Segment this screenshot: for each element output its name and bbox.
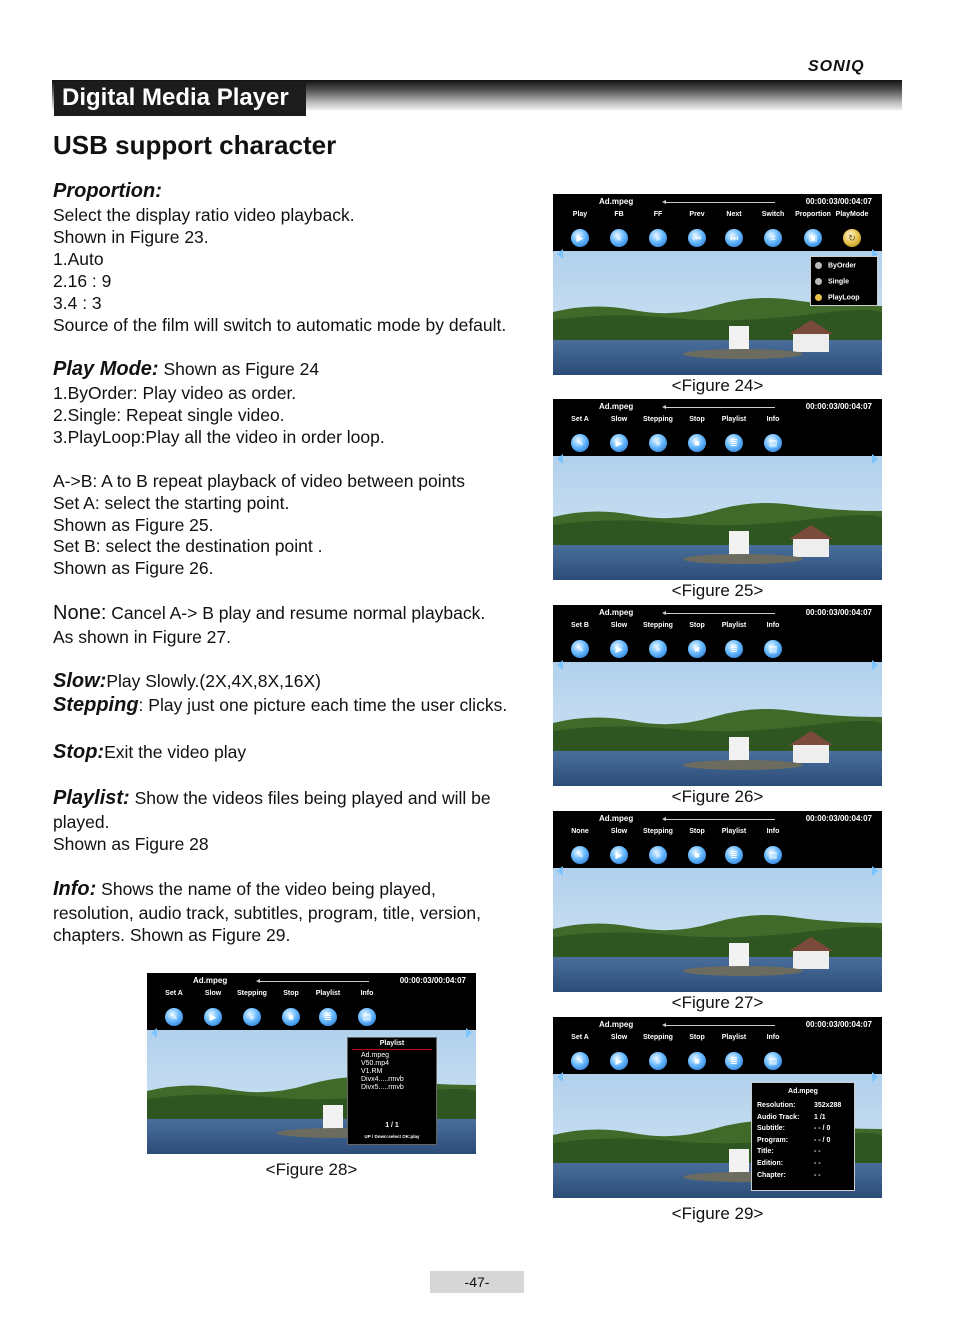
- osd-button-info[interactable]: [349, 990, 385, 1026]
- brand-logo: SONIQ: [808, 58, 865, 75]
- osd-button-label: Slow: [610, 828, 628, 835]
- osd-button-label: Info: [766, 1034, 780, 1041]
- proportion-line-2: Shown in Figure 23.: [53, 227, 209, 247]
- stepping-icon: »: [649, 640, 667, 658]
- slow-heading: Slow:Play Slowly.(2X,4X,8X,16X): [53, 670, 321, 692]
- osd-button-playlist[interactable]: [716, 828, 752, 864]
- figure-27-caption: <Figure 27>: [671, 993, 764, 1012]
- proportion-line-3: 1.Auto: [53, 249, 104, 269]
- playlist-item[interactable]: Ad.mpeg: [361, 1052, 390, 1059]
- osd-button-label: Slow: [204, 990, 222, 997]
- info-icon: ▤: [764, 434, 782, 452]
- playlist-icon: ≣: [725, 434, 743, 452]
- left-arrow-icon[interactable]: [557, 249, 563, 259]
- osd-button-playlist[interactable]: [716, 416, 752, 452]
- info-row: Program: - - / 0: [757, 1136, 831, 1144]
- info-row: Chapter: - -: [757, 1171, 821, 1179]
- playmode-line-3: 3.PlayLoop:Play all the video in order loop.: [53, 427, 385, 447]
- info-icon: ▤: [764, 640, 782, 658]
- info-line-3: chapters. Shown as Figure 29.: [53, 925, 291, 945]
- osd-button-label: Playlist: [315, 990, 341, 997]
- osd-button-label: Stepping: [643, 828, 673, 835]
- osd-button-label: Stop: [283, 990, 299, 997]
- right-arrow-icon[interactable]: [466, 1028, 472, 1038]
- osd-button-label: Info: [360, 990, 374, 997]
- osd-button-ff[interactable]: [640, 211, 676, 247]
- info-heading: Info: Shows the name of the video being played,: [53, 878, 436, 900]
- osd-filename: Ad.mpeg: [599, 402, 634, 411]
- info-panel: [751, 1082, 855, 1191]
- left-arrow-icon[interactable]: [557, 1072, 563, 1082]
- playmode-icon: ↻: [843, 229, 861, 247]
- osd-time: 00:00:03/00:04:07: [805, 197, 872, 206]
- stepping-icon: »: [649, 1052, 667, 1070]
- osd-button-slow[interactable]: [195, 990, 231, 1026]
- osd-button-playlist[interactable]: [716, 622, 752, 658]
- osd-button-label: Set A: [165, 990, 183, 997]
- info-icon: ▤: [764, 846, 782, 864]
- playmode-line-1: 1.ByOrder: Play video as order.: [53, 383, 297, 403]
- osd-button-label: Set A: [571, 416, 589, 423]
- osd-button-label: Stepping: [643, 1034, 673, 1041]
- info-title: Ad.mpeg: [788, 1088, 818, 1095]
- stop-icon: ■: [688, 846, 706, 864]
- proportion-line-6: Source of the film will switch to automatic mode by default.: [53, 315, 507, 335]
- switch-icon: ≡: [764, 229, 782, 247]
- osd-progress-line: [665, 1025, 775, 1026]
- playlist-icon: ≣: [725, 846, 743, 864]
- playmode-line-2: 2.Single: Repeat single video.: [53, 405, 285, 425]
- playlist-item[interactable]: Divx4.....rmvb: [361, 1076, 404, 1083]
- proportion-line-5: 3.4 : 3: [53, 293, 102, 313]
- osd-button-label: Prev: [689, 211, 705, 218]
- osd-button-label: Proportion: [795, 211, 831, 218]
- osd-button-label: Slow: [610, 1034, 628, 1041]
- osd-button-info[interactable]: [755, 1034, 791, 1070]
- radio-icon: [815, 294, 822, 301]
- set-b-icon: ✎: [571, 640, 589, 658]
- osd-time: 00:00:03/00:04:07: [805, 608, 872, 617]
- playlist-title: Playlist: [379, 1040, 405, 1047]
- osd-filename: Ad.mpeg: [599, 197, 634, 206]
- osd-button-fb[interactable]: [601, 211, 637, 247]
- osd-button-label: Play: [572, 211, 588, 218]
- none-icon: ✎: [571, 846, 589, 864]
- section-title: Digital Media Player: [54, 82, 306, 116]
- osd-progress-line: [665, 819, 775, 820]
- slow-icon: ▶: [610, 640, 628, 658]
- figure-29-screenshot: [553, 1017, 882, 1198]
- proportion-line-1: Select the display ratio video playback.: [53, 205, 355, 225]
- info-row: Edition: - -: [757, 1159, 821, 1167]
- osd-button-none[interactable]: [562, 828, 598, 864]
- info-row: Subtitle: - - / 0: [757, 1125, 831, 1133]
- osd-button-stepping[interactable]: [234, 990, 270, 1026]
- figure-29-caption: <Figure 29>: [671, 1204, 764, 1223]
- osd-button-info[interactable]: [755, 828, 791, 864]
- osd-button-label: Playlist: [721, 622, 747, 629]
- osd-button-slow[interactable]: [601, 828, 637, 864]
- osd-button-label: Set B: [571, 622, 589, 629]
- figure-25-caption: <Figure 25>: [671, 581, 764, 600]
- set-a-icon: ✎: [571, 1052, 589, 1070]
- osd-button-stop[interactable]: [273, 990, 309, 1026]
- left-arrow-icon[interactable]: [151, 1028, 157, 1038]
- playmode-option[interactable]: Single: [815, 278, 849, 285]
- left-arrow-icon[interactable]: [557, 866, 563, 876]
- playlist-icon: ≣: [319, 1008, 337, 1026]
- osd-button-slow[interactable]: [601, 416, 637, 452]
- next-icon: ⏭: [725, 229, 743, 247]
- playlist-hint: UP / Down:select OK:play: [364, 1134, 420, 1139]
- none-line-2: As shown in Figure 27.: [53, 627, 232, 647]
- osd-time: 00:00:03/00:04:07: [805, 402, 872, 411]
- page-title: USB support character: [53, 130, 337, 160]
- osd-button-slow[interactable]: [601, 622, 637, 658]
- osd-button-playmode[interactable]: [834, 211, 870, 247]
- info-icon: ▤: [358, 1008, 376, 1026]
- playlist-icon: ≣: [725, 640, 743, 658]
- page-number: -47-: [430, 1271, 524, 1293]
- proportion-line-4: 2.16 : 9: [53, 271, 112, 291]
- osd-button-label: Stop: [689, 622, 705, 629]
- osd-button-label: Stepping: [237, 990, 267, 997]
- ab-line-4: Set B: select the destination point .: [53, 536, 323, 556]
- left-arrow-icon[interactable]: [557, 454, 563, 464]
- osd-button-label: Stop: [689, 416, 705, 423]
- osd-progress-line: [665, 613, 775, 614]
- osd-button-label: Info: [766, 828, 780, 835]
- playlist-divider: [352, 1049, 432, 1050]
- playlist-line-2: played.: [53, 812, 110, 832]
- stop-icon: ■: [282, 1008, 300, 1026]
- osd-filename: Ad.mpeg: [599, 1020, 634, 1029]
- figure-24-caption: <Figure 24>: [671, 376, 764, 395]
- ab-line-5: Shown as Figure 26.: [53, 558, 214, 578]
- figure-26-screenshot: [553, 605, 882, 786]
- set-a-icon: ✎: [165, 1008, 183, 1026]
- osd-button-label: Info: [766, 622, 780, 629]
- figure-28-screenshot: [147, 973, 476, 1154]
- ff-icon: »: [649, 229, 667, 247]
- fb-icon: «: [610, 229, 628, 247]
- info-row: Title: - -: [757, 1148, 821, 1156]
- playlist-panel: [347, 1037, 437, 1145]
- osd-button-label: Switch: [761, 211, 785, 218]
- stepping-icon: »: [649, 846, 667, 864]
- figure-26-caption: <Figure 26>: [671, 787, 764, 806]
- slow-icon: ▶: [610, 1052, 628, 1070]
- osd-button-play[interactable]: [562, 211, 598, 247]
- ab-line-2: Set A: select the starting point.: [53, 493, 290, 513]
- osd-button-label: Next: [726, 211, 742, 218]
- right-arrow-icon[interactable]: [872, 866, 878, 876]
- set-a-icon: ✎: [571, 434, 589, 452]
- radio-icon: [815, 262, 822, 269]
- osd-button-set-a[interactable]: [562, 416, 598, 452]
- osd-button-playlist[interactable]: [310, 990, 346, 1026]
- osd-button-playlist[interactable]: [716, 1034, 752, 1070]
- info-row: Audio Track: 1 /1: [757, 1113, 826, 1121]
- osd-button-stop[interactable]: [679, 828, 715, 864]
- osd-button-prev[interactable]: [679, 211, 715, 247]
- stepping-heading: Stepping: Play just one picture each time the user clicks.: [53, 694, 508, 716]
- playmode-option[interactable]: ByOrder: [815, 262, 856, 269]
- playlist-icon: ≣: [725, 1052, 743, 1070]
- osd-button-label: Slow: [610, 622, 628, 629]
- stop-icon: ■: [688, 640, 706, 658]
- osd-button-label: Playlist: [721, 1034, 747, 1041]
- ab-line-1: A->B: A to B repeat playback of video between points: [53, 471, 466, 491]
- playlist-line-3: Shown as Figure 28: [53, 834, 209, 854]
- osd-button-stop[interactable]: [679, 416, 715, 452]
- info-line-2: resolution, audio track, subtitles, program, title, version,: [53, 903, 481, 923]
- osd-button-set-a[interactable]: [156, 990, 192, 1026]
- slow-icon: ▶: [204, 1008, 222, 1026]
- playlist-item[interactable]: Divx5.....rmvb: [361, 1084, 404, 1091]
- osd-button-label: PlayMode: [835, 211, 869, 218]
- playlist-item[interactable]: V1.RM: [361, 1068, 383, 1075]
- osd-button-stepping[interactable]: [640, 622, 676, 658]
- osd-button-slow[interactable]: [601, 1034, 637, 1070]
- right-arrow-icon[interactable]: [872, 1072, 878, 1082]
- osd-button-switch[interactable]: [755, 211, 791, 247]
- right-arrow-icon[interactable]: [872, 454, 878, 464]
- none-heading: None: Cancel A-> B play and resume normal playback.: [53, 602, 486, 624]
- stop-icon: ■: [688, 434, 706, 452]
- osd-progress-line: [259, 981, 369, 982]
- osd-filename: Ad.mpeg: [193, 976, 228, 985]
- osd-button-label: Info: [766, 416, 780, 423]
- right-arrow-icon[interactable]: [872, 660, 878, 670]
- osd-button-label: FB: [614, 211, 624, 218]
- osd-button-label: FF: [653, 211, 663, 218]
- info-icon: ▤: [764, 1052, 782, 1070]
- osd-button-info[interactable]: [755, 622, 791, 658]
- figure-25-screenshot: [553, 399, 882, 580]
- stop-icon: ■: [688, 1052, 706, 1070]
- left-arrow-icon[interactable]: [557, 660, 563, 670]
- osd-button-set-a[interactable]: [562, 1034, 598, 1070]
- osd-button-proportion[interactable]: [795, 211, 831, 247]
- playlist-heading: Playlist: Show the videos files being played and will be: [53, 787, 491, 809]
- osd-time: 00:00:03/00:04:07: [399, 976, 466, 985]
- figure-28-caption: <Figure 28>: [265, 1160, 358, 1179]
- osd-button-stop[interactable]: [679, 622, 715, 658]
- osd-button-label: Set A: [571, 1034, 589, 1041]
- stepping-icon: »: [649, 434, 667, 452]
- stepping-icon: »: [243, 1008, 261, 1026]
- prev-icon: ⏮: [688, 229, 706, 247]
- ab-line-3: Shown as Figure 25.: [53, 515, 214, 535]
- osd-button-label: Stepping: [643, 416, 673, 423]
- playmode-option[interactable]: PlayLoop: [815, 294, 860, 301]
- playlist-item[interactable]: V50.mp4: [361, 1060, 390, 1067]
- proportion-icon: ▣: [804, 229, 822, 247]
- info-row: Resolution: 352x288: [757, 1102, 842, 1109]
- osd-button-label: Slow: [610, 416, 628, 423]
- osd-button-label: Stop: [689, 828, 705, 835]
- osd-button-next[interactable]: [716, 211, 752, 247]
- osd-button-stepping[interactable]: [640, 416, 676, 452]
- osd-button-label: Playlist: [721, 416, 747, 423]
- osd-button-info[interactable]: [755, 416, 791, 452]
- osd-time: 00:00:03/00:04:07: [805, 814, 872, 823]
- osd-button-label: None: [571, 828, 589, 835]
- osd-button-stepping[interactable]: [640, 828, 676, 864]
- playmode-menu: [810, 256, 878, 306]
- play-icon: ▶: [571, 229, 589, 247]
- osd-button-set-b[interactable]: [562, 622, 598, 658]
- osd-progress-line: [665, 407, 775, 408]
- playlist-page: 1 / 1: [385, 1122, 399, 1129]
- slow-icon: ▶: [610, 434, 628, 452]
- osd-button-label: Playlist: [721, 828, 747, 835]
- osd-filename: Ad.mpeg: [599, 814, 634, 823]
- proportion-heading: Proportion:: [53, 180, 162, 202]
- osd-button-label: Stop: [689, 1034, 705, 1041]
- osd-progress-line: [665, 202, 775, 203]
- osd-button-stepping[interactable]: [640, 1034, 676, 1070]
- osd-filename: Ad.mpeg: [599, 608, 634, 617]
- figure-24-screenshot: [553, 194, 882, 375]
- playmode-heading: Play Mode: Shown as Figure 24: [53, 358, 320, 380]
- osd-button-label: Stepping: [643, 622, 673, 629]
- figure-27-screenshot: [553, 811, 882, 992]
- osd-time: 00:00:03/00:04:07: [805, 1020, 872, 1029]
- radio-icon: [815, 278, 822, 285]
- slow-icon: ▶: [610, 846, 628, 864]
- stop-heading: Stop:Exit the video play: [53, 741, 247, 763]
- osd-button-stop[interactable]: [679, 1034, 715, 1070]
